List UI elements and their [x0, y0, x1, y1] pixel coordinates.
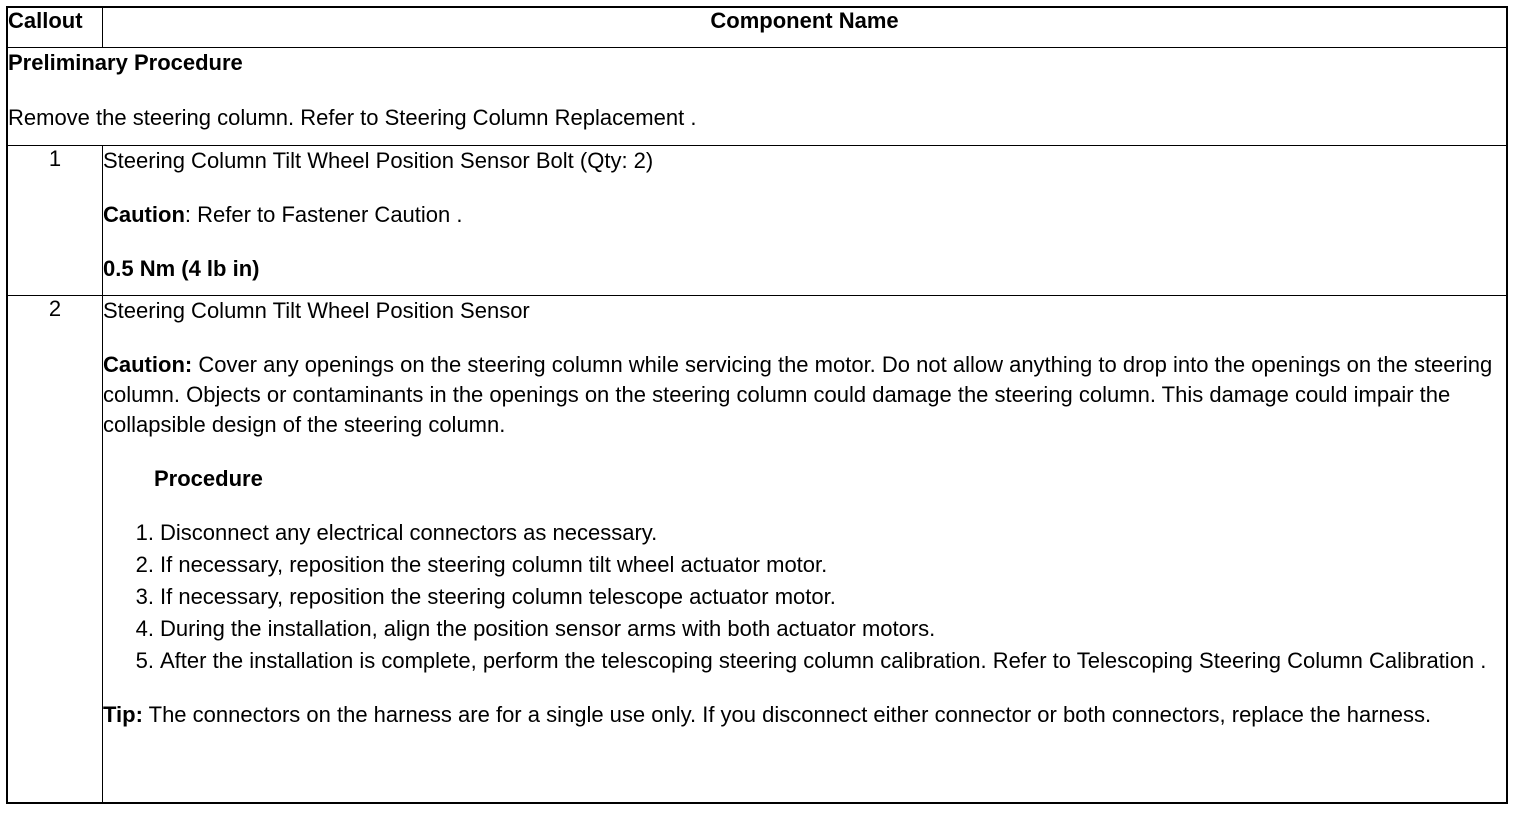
tip-note — [103, 700, 1506, 730]
component-name: Steering Column Tilt Wheel Position Sensor Bolt (Qty: 2) — [103, 148, 654, 173]
preliminary-cell — [7, 48, 1507, 146]
list-item — [103, 518, 1506, 548]
step-number: 1. — [135, 520, 154, 545]
step-number: 3. — [135, 584, 154, 609]
table-row — [7, 146, 1507, 296]
tip-text: The connectors on the harness are for a single use only. If you disconnect either connector or both connectors, replace the harness. — [142, 702, 1432, 727]
torque-spec: 0.5 Nm (4 lb in) — [103, 256, 260, 281]
callout-number: 1 — [7, 146, 103, 296]
preliminary-row — [7, 48, 1507, 146]
caution-separator: : — [184, 202, 198, 227]
step-number: 4. — [135, 616, 154, 641]
preliminary-text: Remove the steering column. Refer to Steering Column Replacement . — [8, 105, 697, 130]
table-row — [7, 296, 1507, 804]
list-item — [103, 582, 1506, 612]
step-number: 5. — [135, 648, 154, 673]
component-table — [6, 6, 1508, 804]
step-text: If necessary, reposition the steering column telescope actuator motor. — [160, 584, 836, 609]
caution-note — [103, 350, 1506, 440]
component-name: Steering Column Tilt Wheel Position Sensor — [103, 298, 530, 323]
component-cell — [103, 296, 1508, 804]
caution-text: Refer to Fastener Caution . — [197, 202, 463, 227]
list-item — [103, 550, 1506, 580]
component-name-header: Component Name — [103, 7, 1508, 48]
tip-label: Tip: — [103, 702, 143, 727]
caution-label: Caution: — [103, 352, 193, 377]
step-text: If necessary, reposition the steering column tilt wheel actuator motor. — [160, 552, 828, 577]
caution-label: Caution — [103, 202, 185, 227]
procedure-heading: Procedure — [154, 466, 263, 491]
procedure-steps — [103, 518, 1506, 676]
callout-number: 2 — [7, 296, 103, 804]
list-item — [103, 646, 1506, 676]
step-text: Disconnect any electrical connectors as necessary. — [160, 520, 658, 545]
preliminary-title: Preliminary Procedure — [8, 50, 243, 75]
step-text: After the installation is complete, perform the telescoping steering column calibration. Refer to Telescoping Steering Column Calibration . — [160, 648, 1487, 673]
header-row — [7, 7, 1507, 48]
step-text: During the installation, align the position sensor arms with both actuator motors. — [160, 616, 936, 641]
caution-text: Cover any openings on the steering column while servicing the motor. Do not allow anything to drop into the openings on the steering column. Objects or contaminants in the openings on the steering column could damage the steering column. This damage could impair the collapsible design of the steering column. — [103, 352, 1493, 437]
step-number: 2. — [135, 552, 154, 577]
caution-note — [103, 200, 1506, 230]
list-item — [103, 614, 1506, 644]
callout-header: Callout — [7, 7, 103, 48]
component-cell — [103, 146, 1508, 296]
